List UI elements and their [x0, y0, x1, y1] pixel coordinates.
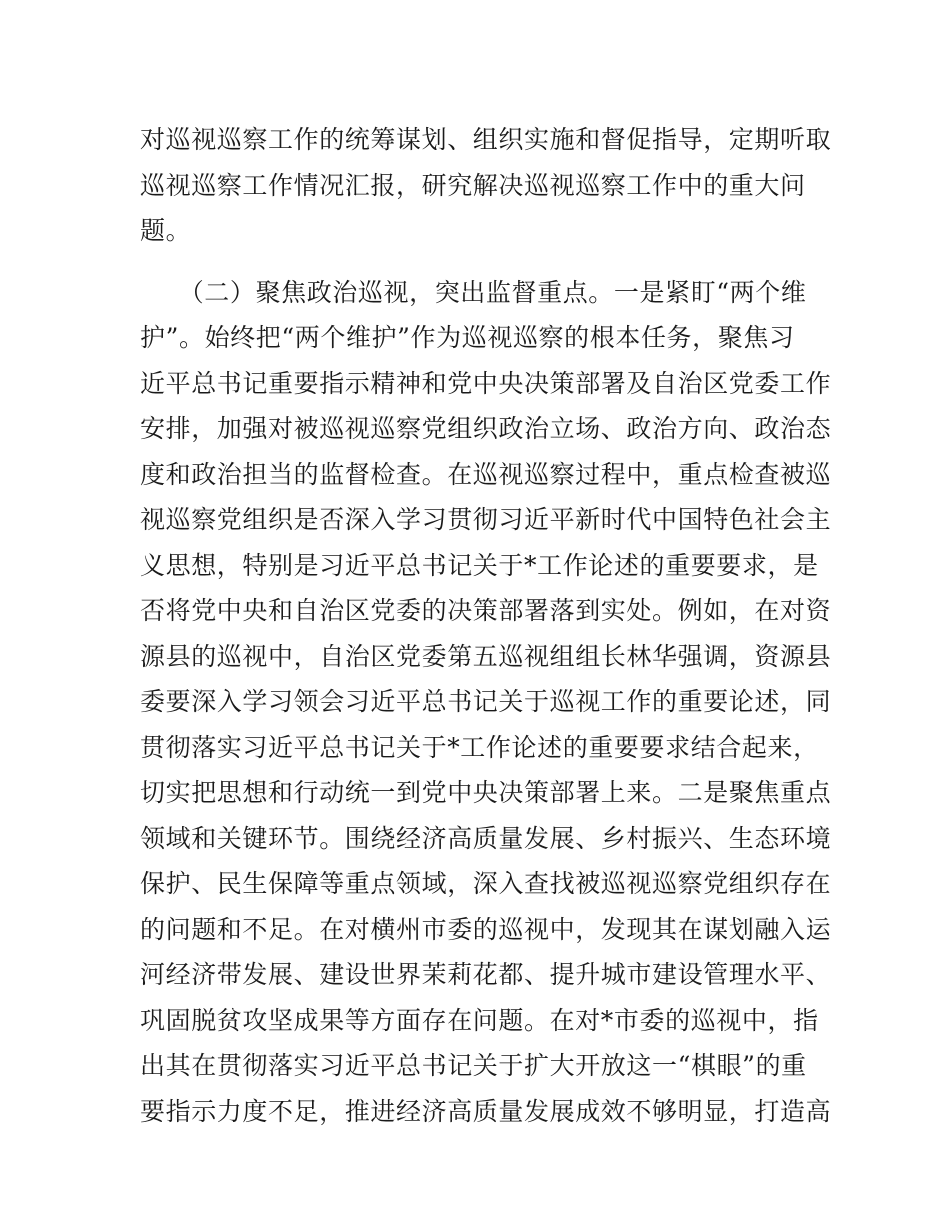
text-line: 切实把思想和行动统一到党中央决策部署上来。二是聚焦重点	[140, 778, 832, 807]
text-line: 安排，加强对被巡视巡察党组织政治立场、政治方向、政治态	[140, 414, 832, 443]
document-body	[140, 117, 832, 1134]
text-line: 视巡察党组织是否深入学习贯彻习近平新时代中国特色社会主	[140, 505, 832, 534]
text-line: 近平总书记重要指示精神和党中央决策部署及自治区党委工作	[140, 368, 832, 398]
text-line: 护”。始终把“两个维护”作为巡视巡察的根本任务，聚焦习	[140, 323, 795, 352]
paragraph-2	[140, 270, 832, 1135]
text-line: 贯彻落实习近平总书记关于*工作论述的重要要求结合起来，	[140, 732, 819, 762]
text-line: 巡视巡察工作情况汇报，研究解决巡视巡察工作中的重大问	[140, 170, 806, 200]
text-line: 对巡视巡察工作的统筹谋划、组织实施和督促指导，定期听取	[140, 125, 832, 154]
text-line: 度和政治担当的监督检查。在巡视巡察过程中，重点检查被巡	[140, 459, 832, 489]
text-line: 巩固脱贫攻坚成果等方面存在问题。在对*市委的巡视中，指	[140, 1005, 819, 1035]
text-line: （二）聚焦政治巡视，突出监督重点。一是紧盯“两个维	[140, 277, 807, 307]
text-line: 的问题和不足。在对横州市委的巡视中，发现其在谋划融入运	[140, 914, 832, 944]
text-line: 题。	[140, 216, 192, 245]
text-line: 否将党中央和自治区党委的决策部署落到实处。例如，在对资	[140, 596, 832, 625]
text-line: 保护、民生保障等重点领域，深入查找被巡视巡察党组织存在	[140, 869, 832, 898]
text-line: 出其在贯彻落实习近平总书记关于扩大开放这一“棋眼”的重	[140, 1051, 807, 1080]
text-line: 要指示力度不足，推进经济高质量发展成效不够明显，打造高	[140, 1096, 832, 1126]
text-line: 源县的巡视中，自治区党委第五巡视组组长林华强调，资源县	[140, 641, 832, 671]
text-line: 河经济带发展、建设世界茉莉花都、提升城市建设管理水平、	[140, 960, 832, 989]
text-line: 义思想，特别是习近平总书记关于*工作论述的重要要求，是	[140, 550, 819, 580]
paragraph-1	[140, 117, 832, 254]
text-line: 委要深入学习领会习近平总书记关于巡视工作的重要论述，同	[140, 687, 832, 716]
paragraph-spacer	[140, 254, 820, 270]
text-line: 领域和关键环节。围绕经济高质量发展、乡村振兴、生态环境	[140, 823, 832, 853]
